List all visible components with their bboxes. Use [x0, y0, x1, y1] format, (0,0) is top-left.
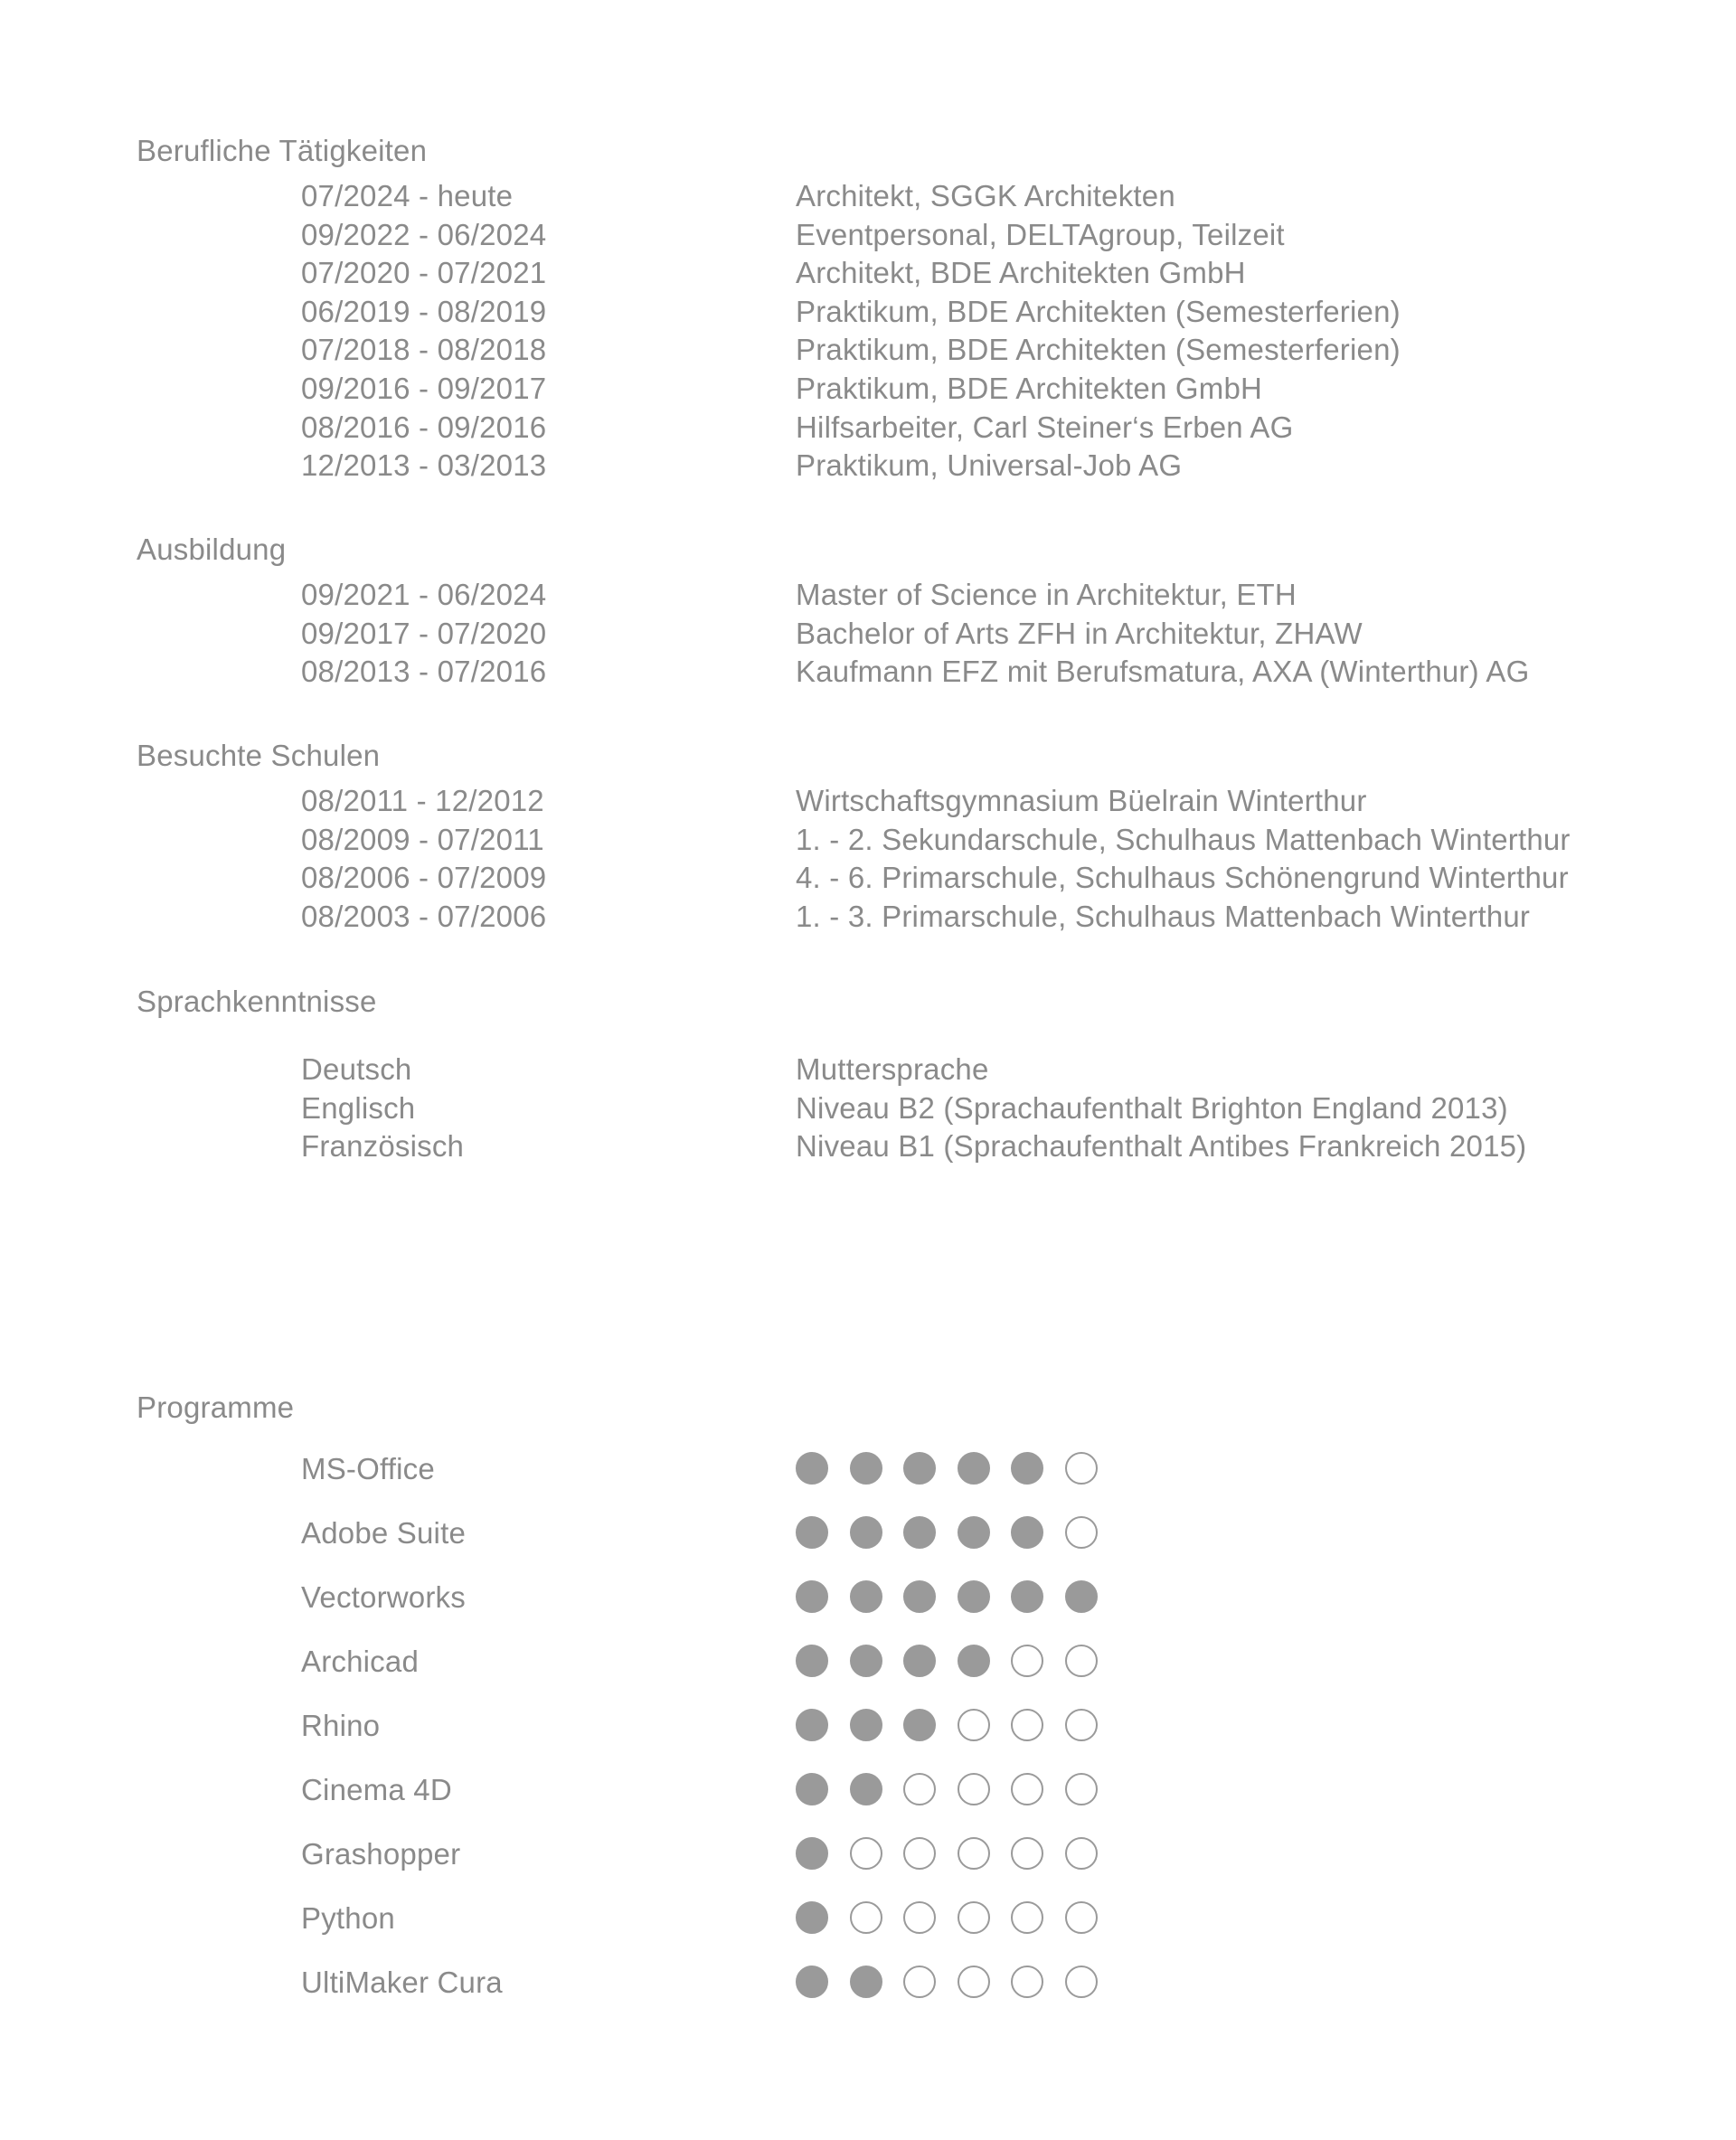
work-row — [0, 447, 1736, 486]
filled-dot-icon — [796, 1516, 828, 1549]
filled-dot-icon — [958, 1452, 990, 1485]
section-heading-education: Ausbildung — [137, 533, 287, 566]
work-description: Praktikum, Universal-Job AG — [796, 448, 1183, 483]
empty-dot-icon — [1011, 1773, 1043, 1805]
filled-dot-icon — [796, 1645, 828, 1677]
work-description: Praktikum, BDE Architekten GmbH — [796, 371, 1263, 405]
empty-dot-icon — [1065, 1966, 1098, 1998]
work-period: 07/2018 - 08/2018 — [301, 333, 547, 367]
work-period: 09/2016 - 09/2017 — [301, 371, 547, 405]
work-row — [0, 254, 1736, 293]
program-row — [0, 1835, 1736, 1900]
education-row — [0, 576, 1736, 615]
program-name: Archicad — [301, 1645, 419, 1678]
filled-dot-icon — [903, 1709, 936, 1741]
empty-dot-icon — [958, 1966, 990, 1998]
program-name: Python — [301, 1901, 395, 1935]
empty-dot-icon — [903, 1837, 936, 1870]
education-description: Master of Science in Architektur, ETH — [796, 578, 1297, 611]
language-row — [0, 1127, 1736, 1166]
work-period: 09/2022 - 06/2024 — [301, 217, 547, 251]
program-row — [0, 1771, 1736, 1835]
empty-dot-icon — [1065, 1837, 1098, 1870]
work-description: Praktikum, BDE Architekten (Semesterferien) — [796, 333, 1401, 367]
filled-dot-icon — [796, 1580, 828, 1613]
program-row — [0, 1964, 1736, 2028]
work-list — [0, 177, 1736, 486]
filled-dot-icon — [850, 1452, 882, 1485]
school-description: Wirtschaftsgymnasium Büelrain Winterthur — [796, 784, 1367, 817]
filled-dot-icon — [903, 1580, 936, 1613]
work-description: Hilfsarbeiter, Carl Steiner‘s Erben AG — [796, 410, 1294, 444]
program-name: Rhino — [301, 1709, 381, 1742]
education-list — [0, 576, 1736, 692]
language-level: Niveau B1 (Sprachaufenthalt Antibes Frankreich 2015) — [796, 1129, 1527, 1164]
language-row — [0, 1089, 1736, 1128]
filled-dot-icon — [796, 1901, 828, 1934]
section-heading-schools: Besuchte Schulen — [137, 739, 381, 772]
program-name: UltiMaker Cura — [301, 1966, 503, 1999]
empty-dot-icon — [1065, 1452, 1098, 1485]
filled-dot-icon — [903, 1516, 936, 1549]
filled-dot-icon — [796, 1709, 828, 1741]
school-row — [0, 859, 1736, 898]
empty-dot-icon — [958, 1709, 990, 1741]
empty-dot-icon — [1011, 1837, 1043, 1870]
empty-dot-icon — [958, 1773, 990, 1805]
empty-dot-icon — [1065, 1516, 1098, 1549]
filled-dot-icon — [958, 1516, 990, 1549]
program-row — [0, 1707, 1736, 1771]
program-row — [0, 1579, 1736, 1643]
filled-dot-icon — [850, 1709, 882, 1741]
empty-dot-icon — [903, 1966, 936, 1998]
education-description: Kaufmann EFZ mit Berufsmatura, AXA (Winterthur) AG — [796, 655, 1530, 689]
schools-list — [0, 782, 1736, 936]
school-period: 08/2003 - 07/2006 — [301, 899, 547, 933]
work-description: Eventpersonal, DELTAgroup, Teilzeit — [796, 217, 1285, 251]
program-row — [0, 1514, 1736, 1579]
filled-dot-icon — [958, 1580, 990, 1613]
programs-list — [0, 1450, 1736, 2028]
program-row — [0, 1450, 1736, 1514]
empty-dot-icon — [1011, 1645, 1043, 1677]
filled-dot-icon — [1011, 1516, 1043, 1549]
filled-dot-icon — [1065, 1580, 1098, 1613]
education-row — [0, 615, 1736, 654]
school-period: 08/2006 - 07/2009 — [301, 861, 547, 895]
languages-list — [0, 1051, 1736, 1166]
education-period: 09/2021 - 06/2024 — [301, 578, 547, 611]
work-row — [0, 331, 1736, 370]
school-row — [0, 821, 1736, 860]
education-period: 09/2017 - 07/2020 — [301, 616, 547, 650]
language-name: Deutsch — [301, 1052, 412, 1086]
empty-dot-icon — [903, 1773, 936, 1805]
education-period: 08/2013 - 07/2016 — [301, 655, 547, 689]
school-period: 08/2009 - 07/2011 — [301, 822, 544, 856]
education-description: Bachelor of Arts ZFH in Architektur, ZHAW — [796, 616, 1363, 650]
empty-dot-icon — [850, 1837, 882, 1870]
filled-dot-icon — [903, 1645, 936, 1677]
program-name: Grashopper — [301, 1837, 461, 1871]
school-description: 1. - 3. Primarschule, Schulhaus Mattenbach Winterthur — [796, 899, 1531, 933]
program-name: Cinema 4D — [301, 1773, 452, 1806]
work-row — [0, 370, 1736, 409]
program-row — [0, 1900, 1736, 1964]
work-description: Praktikum, BDE Architekten (Semesterferien) — [796, 294, 1401, 328]
section-heading-work: Berufliche Tätigkeiten — [137, 134, 428, 167]
work-row — [0, 409, 1736, 448]
filled-dot-icon — [1011, 1580, 1043, 1613]
work-description: Architekt, SGGK Architekten — [796, 179, 1175, 212]
school-period: 08/2011 - 12/2012 — [301, 784, 544, 817]
school-row — [0, 898, 1736, 937]
filled-dot-icon — [796, 1966, 828, 1998]
section-heading-languages: Sprachkenntnisse — [137, 985, 377, 1018]
language-level: Niveau B2 (Sprachaufenthalt Brighton England 2013) — [796, 1090, 1508, 1125]
filled-dot-icon — [958, 1645, 990, 1677]
language-level: Muttersprache — [796, 1052, 989, 1086]
empty-dot-icon — [1011, 1709, 1043, 1741]
filled-dot-icon — [850, 1580, 882, 1613]
empty-dot-icon — [1065, 1709, 1098, 1741]
filled-dot-icon — [796, 1773, 828, 1805]
education-row — [0, 653, 1736, 692]
work-period: 08/2016 - 09/2016 — [301, 410, 547, 444]
empty-dot-icon — [1065, 1645, 1098, 1677]
work-row — [0, 216, 1736, 255]
filled-dot-icon — [796, 1452, 828, 1485]
work-row — [0, 177, 1736, 216]
empty-dot-icon — [1065, 1901, 1098, 1934]
work-description: Architekt, BDE Architekten GmbH — [796, 256, 1246, 290]
language-row — [0, 1051, 1736, 1089]
filled-dot-icon — [850, 1516, 882, 1549]
program-name: MS-Office — [301, 1452, 435, 1485]
program-name: Adobe Suite — [301, 1516, 467, 1550]
work-period: 12/2013 - 03/2013 — [301, 448, 547, 483]
filled-dot-icon — [903, 1452, 936, 1485]
empty-dot-icon — [958, 1901, 990, 1934]
empty-dot-icon — [1011, 1901, 1043, 1934]
work-period: 07/2020 - 07/2021 — [301, 256, 547, 290]
empty-dot-icon — [850, 1901, 882, 1934]
language-name: Französisch — [301, 1129, 465, 1164]
school-row — [0, 782, 1736, 821]
work-period: 07/2024 - heute — [301, 179, 514, 212]
program-name: Vectorworks — [301, 1580, 466, 1614]
empty-dot-icon — [903, 1901, 936, 1934]
empty-dot-icon — [1011, 1966, 1043, 1998]
school-description: 1. - 2. Sekundarschule, Schulhaus Mattenbach Winterthur — [796, 822, 1571, 856]
filled-dot-icon — [850, 1645, 882, 1677]
work-period: 06/2019 - 08/2019 — [301, 294, 547, 328]
empty-dot-icon — [958, 1837, 990, 1870]
school-description: 4. - 6. Primarschule, Schulhaus Schönengrund Winterthur — [796, 861, 1569, 895]
filled-dot-icon — [850, 1966, 882, 1998]
work-row — [0, 293, 1736, 332]
filled-dot-icon — [796, 1837, 828, 1870]
language-name: Englisch — [301, 1090, 416, 1125]
section-heading-programs: Programme — [137, 1391, 295, 1424]
empty-dot-icon — [1065, 1773, 1098, 1805]
program-row — [0, 1643, 1736, 1707]
filled-dot-icon — [1011, 1452, 1043, 1485]
filled-dot-icon — [850, 1773, 882, 1805]
